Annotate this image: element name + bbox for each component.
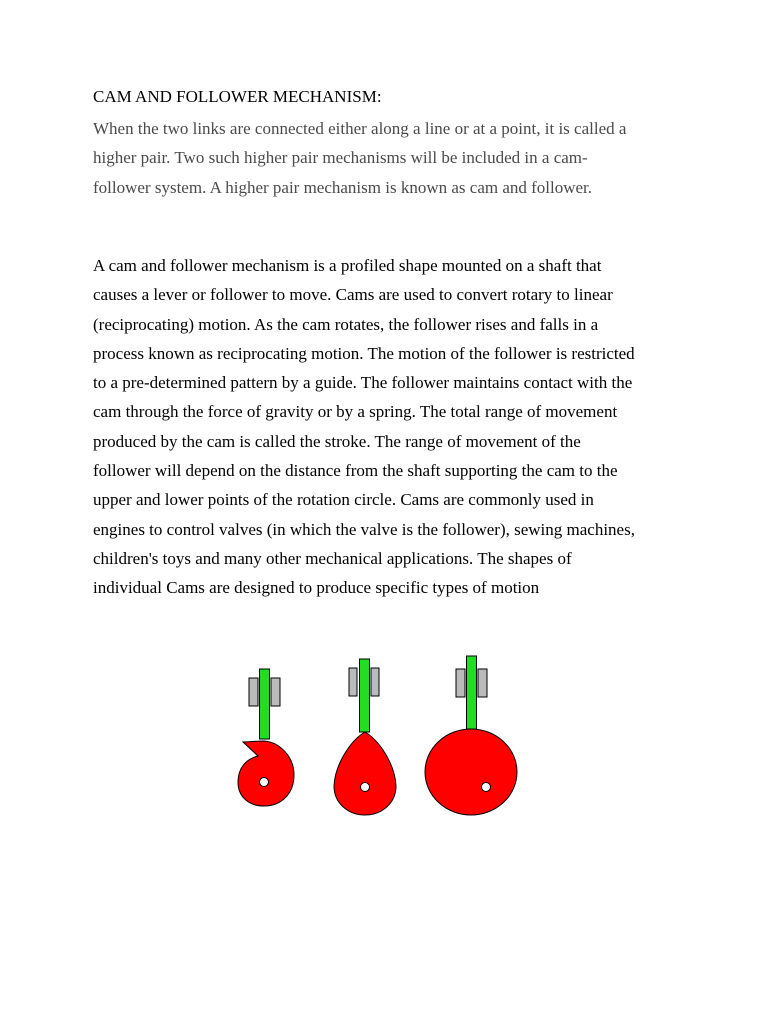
body-line: follower will depend on the distance from the shaft supporting the cam to the (93, 461, 618, 481)
body-line: causes a lever or follower to move. Cams are used to convert rotary to linear (93, 285, 613, 305)
guide-block-right (371, 668, 379, 696)
body-line: produced by the cam is called the stroke. The range of movement of the (93, 431, 581, 451)
page-title: CAM AND FOLLOWER MECHANISM: (93, 87, 382, 106)
intro-paragraph (93, 114, 678, 202)
shaft-hole (361, 783, 370, 792)
body-line: individual Cams are designed to produce specific types of motion (93, 578, 540, 598)
body-line: children's toys and many other mechanical applications. The shapes of (93, 548, 572, 568)
body-line: cam through the force of gravity or by a spring. The total range of movement (93, 402, 618, 422)
guide-block-right (271, 678, 280, 706)
guide-block-right (478, 669, 487, 697)
body-line: A cam and follower mechanism is a profiled shape mounted on a shaft that (93, 256, 602, 275)
intro-line: higher pair. Two such higher pair mechanisms will be included in a cam- (93, 148, 588, 168)
pear-cam-assembly (334, 659, 396, 815)
body-line: (reciprocating) motion. As the cam rotates, the follower rises and falls in a (93, 314, 599, 334)
shaft-hole (260, 778, 269, 787)
body-line: upper and lower points of the rotation circle. Cams are commonly used in (93, 490, 594, 510)
body-line: engines to control valves (in which the valve is the follower), sewing machines, (93, 519, 635, 539)
body-paragraph (93, 251, 678, 603)
eccentric-cam (425, 729, 517, 815)
follower-rod (467, 656, 477, 729)
guide-block-left (349, 668, 357, 696)
intro-line: follower system. A higher pair mechanism is known as cam and follower. (93, 177, 593, 197)
body-line: process known as reciprocating motion. The motion of the follower is restricted (93, 343, 635, 363)
pear-cam (334, 732, 396, 815)
intro-line: When the two links are connected either along a line or at a point, it is called a (93, 119, 627, 138)
body-line: to a pre-determined pattern by a guide. The follower maintains contact with the (93, 373, 633, 393)
shaft-hole (482, 783, 491, 792)
snail-cam (238, 741, 294, 806)
guide-block-left (249, 678, 258, 706)
follower-rod (360, 659, 370, 732)
guide-block-left (456, 669, 465, 697)
follower-rod (260, 669, 270, 739)
eccentric-cam-assembly (425, 656, 517, 815)
snail-cam-assembly (238, 669, 294, 806)
cam-follower-illustration (225, 650, 535, 825)
